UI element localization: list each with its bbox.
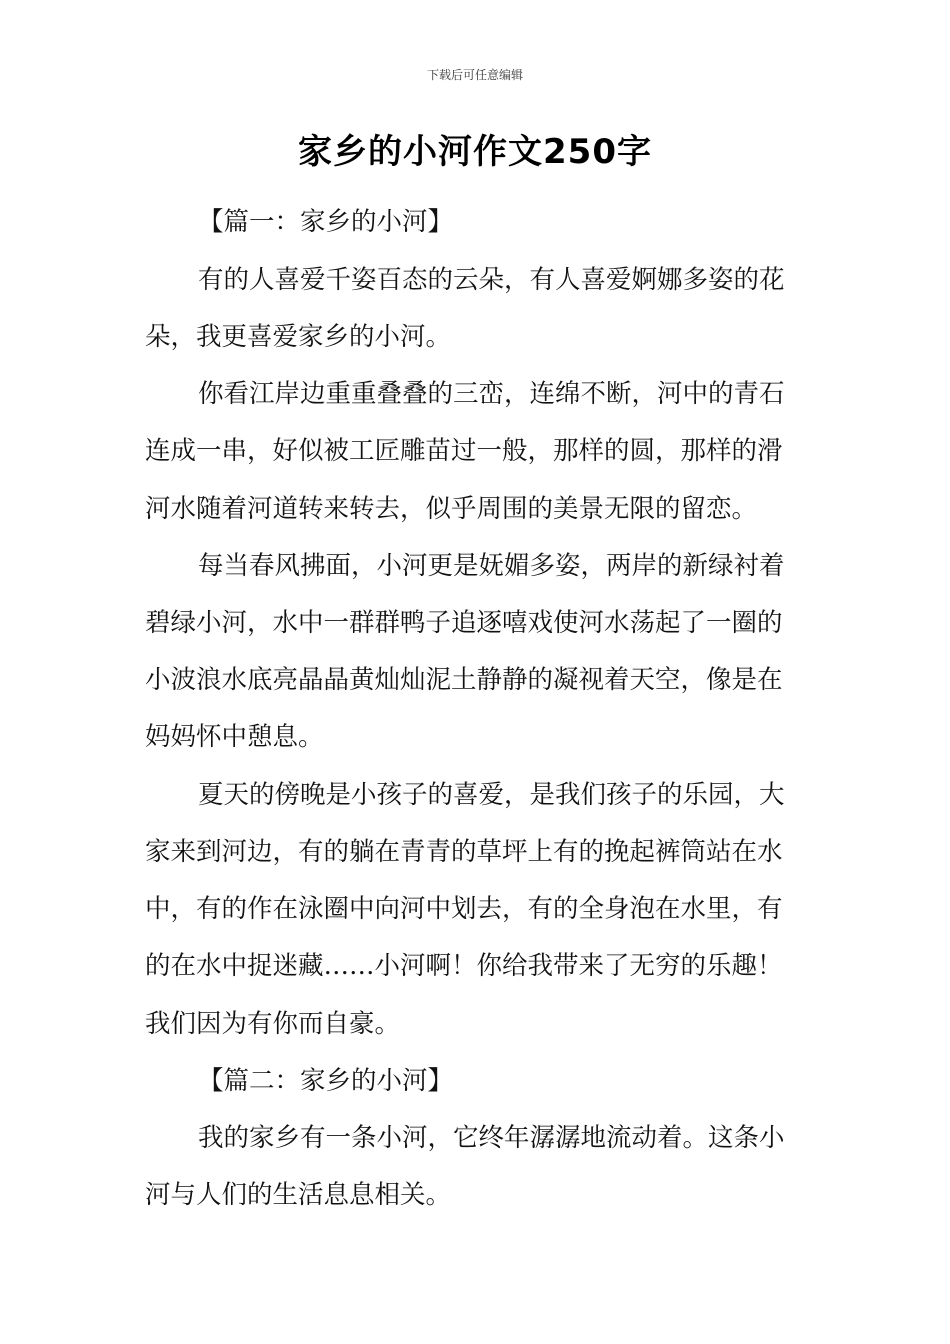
text-line: 河水随着河道转来转去，似乎周围的美景无限的留恋。: [145, 494, 758, 524]
text-line: 家来到河边，有的躺在青青的草坪上有的挽起裤筒站在水: [145, 837, 783, 867]
page-header: 下载后可任意编辑: [426, 68, 523, 82]
text-line: 你看江岸边重重叠叠的三峦，连绵不断，河中的青石: [198, 379, 785, 409]
document-title: 家乡的小河作文250字: [298, 132, 652, 172]
section-heading-2: 【篇二：家乡的小河】: [198, 1066, 454, 1096]
section-heading-1: 【篇一：家乡的小河】: [198, 207, 454, 237]
text-line: 夏天的傍晚是小孩子的喜爱，是我们孩子的乐园，大: [198, 780, 785, 810]
text-line: 连成一串，好似被工匠雕苗过一般，那样的圆，那样的滑: [145, 436, 783, 466]
text-line: 小波浪水底亮晶晶黄灿灿泥土静静的凝视着天空，像是在: [145, 665, 783, 695]
text-line: 的在水中捉迷藏……小河啊！你给我带来了无穷的乐趣！: [145, 951, 783, 981]
text-line: 妈妈怀中憩息。: [145, 722, 324, 752]
text-line: 中，有的作在泳圈中向河中划去，有的全身泡在水里，有: [145, 894, 783, 924]
text-line: 我们因为有你而自豪。: [145, 1009, 401, 1039]
text-line: 有的人喜爱千姿百态的云朵，有人喜爱婀娜多姿的花: [198, 265, 785, 295]
text-line: 河与人们的生活息息相关。: [145, 1180, 452, 1210]
text-line: 我的家乡有一条小河，它终年潺潺地流动着。这条小: [198, 1123, 785, 1153]
text-line: 每当春风拂面，小河更是妩媚多姿，两岸的新绿衬着: [198, 551, 785, 581]
text-line: 朵，我更喜爱家乡的小河。: [145, 322, 452, 352]
text-line: 碧绿小河，水中一群群鸭子追逐嘻戏使河水荡起了一圈的: [145, 608, 783, 638]
